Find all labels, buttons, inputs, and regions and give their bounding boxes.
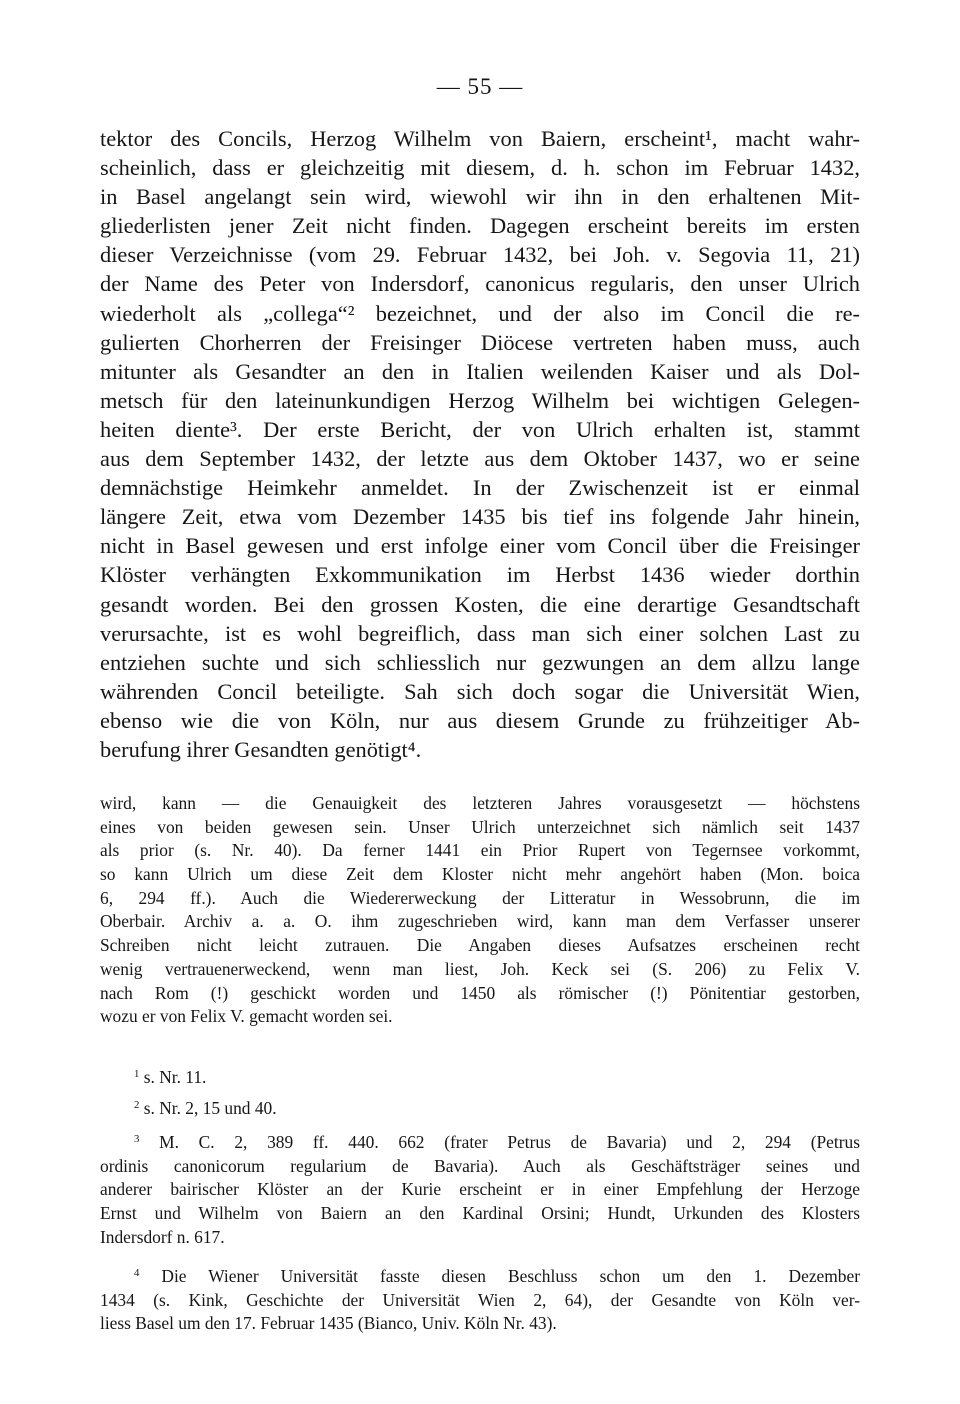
text-line: wenig vertrauenerweckend, wenn man liest, Joh. Keck sei (S. 206) zu Felix V. (100, 958, 860, 979)
footnote-1 (100, 1066, 860, 1090)
text-line: dieser Verzeichnisse (vom 29. Februar 1432, bei Joh. v. Segovia 11, 21) (100, 242, 860, 268)
text-line: heiten diente³. Der erste Bericht, der von Ulrich erhalten ist, stammt (100, 416, 860, 442)
text-line: in Basel angelangt sein wird, wiewohl wir ihn in den erhaltenen Mit- (100, 184, 860, 210)
footnote-text: Die Wiener Universität fasste diesen Beschluss schon um den 1. Dezember (139, 1266, 860, 1286)
text-line: gulierten Chorherren der Freisinger Diöcese vertreten haben muss, auch (100, 329, 860, 355)
page-number: — 55 — (436, 74, 524, 99)
text-line (100, 1131, 860, 1155)
text-line: nach Rom (!) geschickt worden und 1450 als römischer (!) Pönitentiar gestorben, (100, 982, 860, 1003)
text-line: aus dem September 1432, der letzte aus dem Oktober 1437, wo er seine (100, 446, 860, 472)
text-line: so kann Ulrich um diese Zeit dem Kloster nicht mehr angehört haben (Mon. boica (100, 864, 860, 885)
text-line: gesandt worden. Bei den grossen Kosten, die eine derartige Gesandtschaft (100, 591, 860, 617)
text-line: Klöster verhängten Exkommunikation im Herbst 1436 wieder dorthin (100, 562, 860, 588)
text-line: wozu er von Felix V. gemacht worden sei. (100, 1006, 393, 1027)
text-line: längere Zeit, etwa vom Dezember 1435 bis tief ins folgende Jahr hinein, (100, 504, 860, 530)
footnote-marker: 2 (134, 1099, 140, 1112)
text-line: ordinis canonicorum regularium de Bavaria). Auch als Geschäftsträger seines und (100, 1155, 860, 1176)
footnote-marker: 4 (134, 1267, 140, 1280)
text-line: als prior (s. Nr. 40). Da ferner 1441 ein Prior Rupert von Tegernsee vorkommt, (100, 840, 860, 861)
footnote-2 (100, 1097, 860, 1121)
text-line (100, 1265, 860, 1289)
text-line (100, 1066, 860, 1090)
footnote-3 (100, 1131, 860, 1249)
text-line: wird, kann — die Genauigkeit des letzteren Jahres vorausgesetzt — höchstens (100, 793, 860, 813)
text-line: verursachte, ist es wohl begreiflich, dass man sich einer solchen Last zu (100, 620, 860, 646)
footnote-marker: 1 (134, 1068, 140, 1081)
text-line: wiederholt als „collega“² bezeichnet, und der also im Concil die re- (100, 300, 860, 326)
text-line: liess Basel um den 17. Februar 1435 (Bianco, Univ. Köln Nr. 43). (100, 1313, 557, 1334)
text-line: Indersdorf n. 617. (100, 1226, 225, 1247)
text-line: 1434 (s. Kink, Geschichte der Universität Wien 2, 64), der Gesandte von Köln ver- (100, 1289, 860, 1310)
text-line: anderer bairischer Klöster an der Kurie erscheint er in einer Empfehlung der Herzoge (100, 1179, 860, 1200)
text-line: gliederlisten jener Zeit nicht finden. Dagegen erscheint bereits im ersten (100, 213, 860, 239)
footnote-4 (100, 1265, 860, 1336)
text-line: 6, 294 ff.). Auch die Wiedererweckung der Litteratur in Wessobrunn, die im (100, 887, 860, 908)
footnote-text: s. Nr. 11. (139, 1067, 207, 1087)
text-line: ebenso wie die von Köln, nur aus diesem Grunde zu frühzeitiger Ab- (100, 707, 860, 733)
text-line (100, 1097, 860, 1121)
continued-footnote (100, 792, 860, 1029)
footnote-text: M. C. 2, 389 ff. 440. 662 (frater Petrus de Bavaria) und 2, 294 (Petrus (139, 1132, 860, 1152)
text-line: nicht in Basel gewesen und erst infolge einer vom Concil über die Freisinger (100, 533, 860, 559)
text-line: der Name des Peter von Indersdorf, canonicus regularis, den unser Ulrich (100, 271, 860, 297)
text-line: Schreiben nicht leicht zutrauen. Die Angaben dieses Aufsatzes erscheinen recht (100, 935, 860, 956)
text-line: Oberbair. Archiv a. a. O. ihm zugeschrieben wird, kann man dem Verfasser unserer (100, 911, 860, 932)
text-line: Ernst und Wilhelm von Baiern an den Kardinal Orsini; Hundt, Urkunden des Klosters (100, 1203, 860, 1224)
main-text (100, 124, 860, 764)
text-line: eines von beiden gewesen sein. Unser Ulrich unterzeichnet sich nämlich seit 1437 (100, 816, 860, 837)
text-line: mitunter als Gesandter an den in Italien weilenden Kaiser und als Dol- (100, 358, 860, 384)
footnote-marker: 3 (134, 1133, 140, 1146)
footnote-text: s. Nr. 2, 15 und 40. (139, 1098, 277, 1118)
text-line: metsch für den lateinunkundigen Herzog Wilhelm bei wichtigen Gelegen- (100, 387, 860, 413)
text-line: berufung ihrer Gesandten genötigt⁴. (100, 736, 422, 762)
text-line: währenden Concil beteiligte. Sah sich doch sogar die Universität Wien, (100, 678, 860, 704)
text-line: tektor des Concils, Herzog Wilhelm von Baiern, erscheint¹, macht wahr- (100, 126, 860, 151)
text-line: scheinlich, dass er gleichzeitig mit diesem, d. h. schon im Februar 1432, (100, 155, 860, 181)
text-line: demnächstige Heimkehr anmeldet. In der Zwischenzeit ist er einmal (100, 475, 860, 501)
text-line: entziehen suchte und sich schliesslich nur gezwungen an dem allzu lange (100, 649, 860, 675)
